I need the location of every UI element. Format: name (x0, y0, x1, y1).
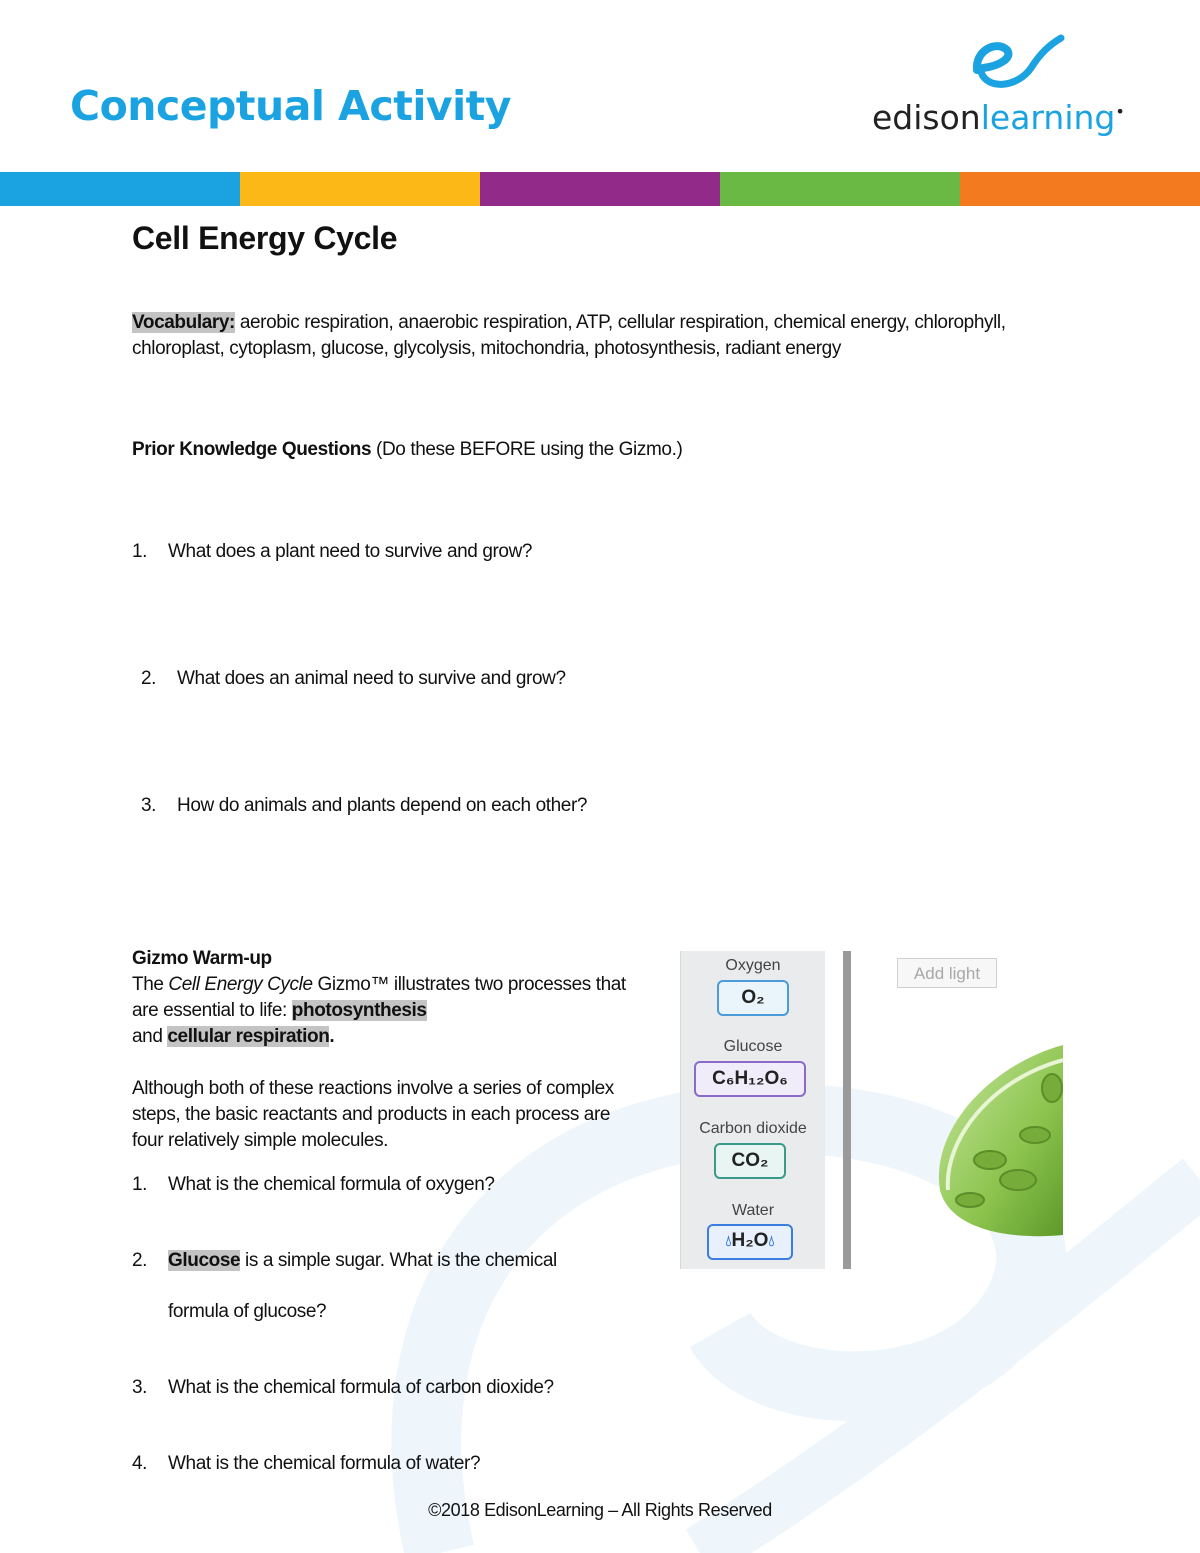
prior-question-1 (132, 541, 532, 563)
term-glucose: Glucose (168, 1250, 241, 1271)
activity-label: Conceptual Activity (70, 82, 511, 130)
question-text: What is the chemical formula of water? (168, 1453, 481, 1474)
molecule-carbon-dioxide-button[interactable]: CO₂ (714, 1143, 786, 1179)
molecule-label-carbon-dioxide: Carbon dioxide (699, 1120, 807, 1137)
gizmo-name: Cell Energy Cycle (168, 974, 313, 995)
vocabulary-block (132, 310, 1062, 362)
add-light-button[interactable]: Add light (897, 958, 997, 988)
question-number: 1. (132, 541, 148, 562)
gizmo-molecule-panel (680, 951, 825, 1269)
prior-knowledge-heading: Prior Knowledge Questions (132, 439, 372, 460)
molecule-label-oxygen: Oxygen (725, 957, 781, 974)
water-drop-icon: 💧︎ (725, 1233, 732, 1250)
logo-word-edison: edison (872, 98, 981, 137)
header-color-band (0, 172, 1200, 206)
band-segment (240, 172, 480, 206)
prior-knowledge-note: (Do these BEFORE using the Gizmo.) (371, 439, 683, 460)
question-number: 2. (141, 668, 157, 689)
question-number: 4. (132, 1453, 148, 1474)
question-number: 1. (132, 1174, 148, 1195)
term-cellular-respiration: cellular respiration (167, 1026, 330, 1047)
molecule-water-button[interactable]: 💧︎H₂O💧︎ (707, 1224, 793, 1260)
band-segment (480, 172, 720, 206)
question-text: What does an animal need to survive and grow? (177, 668, 566, 689)
panel-divider (843, 951, 851, 1269)
page-title: Cell Energy Cycle (132, 220, 398, 256)
copyright-footer: ©2018 EdisonLearning – All Rights Reserved (428, 1500, 772, 1520)
chloroplast-image (930, 1040, 1063, 1240)
band-segment (960, 172, 1200, 206)
molecule-glucose-button[interactable]: C₆H₁₂O₆ (694, 1061, 806, 1097)
warmup-question-2-continued: formula of glucose? (168, 1301, 327, 1322)
band-segment (0, 172, 240, 206)
question-number: 2. (132, 1250, 148, 1271)
question-number: 3. (132, 1377, 148, 1398)
prior-question-3 (141, 795, 587, 817)
edison-logo-icon (967, 32, 1067, 94)
prior-question-2 (141, 668, 566, 690)
question-number: 3. (141, 795, 157, 816)
prior-knowledge-heading-line (132, 439, 682, 461)
molecule-oxygen-button[interactable]: O₂ (717, 980, 789, 1016)
question-text: is a simple sugar. What is the chemical (240, 1250, 557, 1271)
warmup-question-3 (132, 1377, 554, 1399)
warmup-heading: Gizmo Warm-up (132, 948, 272, 969)
vocabulary-terms: aerobic respiration, anaerobic respiration, ATP, cellular respiration, chemical energy, chlorophyll, chloroplast, cytoplasm, glucose, glycolysis, mitochondria, photosynthesis, radiant energy (132, 312, 1006, 359)
warmup-intro: The Cell Energy Cycle Gizmo™ illustrates two processes that are essential to life: photosynthesis and cellular respiration. (132, 974, 626, 1047)
vocabulary-label: Vocabulary: (132, 312, 235, 333)
molecule-label-glucose: Glucose (723, 1038, 783, 1055)
molecule-label-water: Water (731, 1202, 775, 1219)
question-text: What is the chemical formula of oxygen? (168, 1174, 495, 1195)
edison-learning-logo (872, 32, 1142, 142)
warmup-paragraph-2: Although both of these reactions involve a series of complex steps, the basic reactants and products in each process are four relatively simple molecules. (132, 1078, 614, 1151)
gizmo-warmup-section (132, 946, 652, 1154)
band-segment (720, 172, 960, 206)
term-photosynthesis: photosynthesis (291, 1000, 427, 1021)
question-text: How do animals and plants depend on each other? (177, 795, 588, 816)
warmup-question-1 (132, 1174, 495, 1196)
water-drop-icon: 💧︎ (768, 1233, 775, 1250)
question-text: What is the chemical formula of carbon dioxide? (168, 1377, 554, 1398)
warmup-question-2 (132, 1250, 557, 1272)
question-text: What does a plant need to survive and grow? (168, 541, 533, 562)
logo-dot: • (1115, 102, 1125, 121)
logo-word-learning: learning (980, 98, 1116, 137)
warmup-question-4 (132, 1453, 480, 1475)
